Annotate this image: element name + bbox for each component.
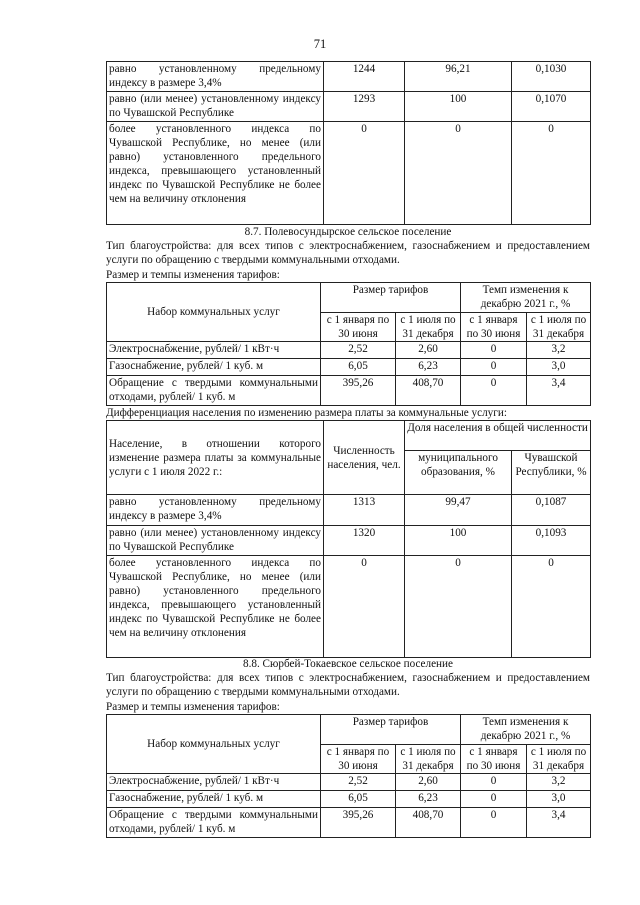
rate-jul: 3,4 xyxy=(527,376,591,406)
cell-share-chr: 0,1070 xyxy=(512,92,591,122)
row-label: более установленного индекса по Чувашской Республике, но менее (или равно) установленного предельного индекса, превышающего установленный индекс по Чувашской Республике не более чем на величину отклонения xyxy=(107,556,324,658)
header-size: Размер тарифов xyxy=(321,283,461,313)
row-label: равно (или менее) установленному индексу по Чувашской Республике xyxy=(107,92,324,122)
cell-share-mun: 0 xyxy=(405,556,512,658)
header-services: Набор коммунальных услуг xyxy=(107,715,321,774)
section-intro: Тип благоустройства: для всех типов с электроснабжением, газоснабжением и предоставлением услуги по обращению с твердыми коммунальными отходами. xyxy=(106,240,590,266)
page-number: 71 xyxy=(313,37,327,51)
row-label: равно установленному предельному индексу в размере 3,4% xyxy=(107,62,324,92)
table-row xyxy=(107,342,591,359)
size-jan: 6,05 xyxy=(321,359,396,376)
cell-count: 1313 xyxy=(324,495,405,526)
size-jul: 6,23 xyxy=(396,791,461,808)
rate-jul: 3,0 xyxy=(527,359,591,376)
table-row xyxy=(107,122,591,225)
header-rate: Темп изменения к декабрю 2021 г., % xyxy=(461,283,591,313)
table-row xyxy=(107,495,591,526)
cell-count: 0 xyxy=(324,556,405,658)
size-jan: 2,52 xyxy=(321,342,396,359)
cell-share-mun: 0 xyxy=(405,122,512,225)
rate-jan: 0 xyxy=(461,791,527,808)
table-row xyxy=(107,359,591,376)
size-jul: 2,60 xyxy=(396,342,461,359)
header-jul: с 1 июля по 31 декабря xyxy=(396,313,461,342)
header-jul: с 1 июля по 31 декабря xyxy=(527,745,591,774)
cell-share-chr: 0 xyxy=(512,556,591,658)
sizes-title: Размер и темпы изменения тарифов: xyxy=(106,701,280,713)
header-jan: с 1 января по 30 июня xyxy=(461,313,527,342)
header-chr: Чувашской Республики, % xyxy=(512,451,591,495)
rate-jul: 3,4 xyxy=(527,808,591,838)
population-table xyxy=(106,420,591,658)
size-jan: 395,26 xyxy=(321,808,396,838)
cell-share-mun: 100 xyxy=(405,526,512,556)
size-jul: 2,60 xyxy=(396,774,461,791)
header-size: Размер тарифов xyxy=(321,715,461,745)
header-mun: муниципального образования, % xyxy=(405,451,512,495)
cell-count: 1293 xyxy=(324,92,405,122)
header-population: Население, в отношении которого изменение размера платы за коммунальные услуги с 1 июля 2022 г.: xyxy=(107,421,324,495)
cell-share-mun: 96,21 xyxy=(405,62,512,92)
cell-share-chr: 0,1030 xyxy=(512,62,591,92)
table-row xyxy=(107,62,591,92)
service-name: Электроснабжение, рублей/ 1 кВт·ч xyxy=(107,774,321,791)
table-row xyxy=(107,556,591,658)
header-jan: с 1 января по 30 июня xyxy=(321,313,396,342)
header-jul: с 1 июля по 31 декабря xyxy=(396,745,461,774)
row-label: равно (или менее) установленному индексу по Чувашской Республике xyxy=(107,526,324,556)
cell-count: 1244 xyxy=(324,62,405,92)
rate-jul: 3,0 xyxy=(527,791,591,808)
rate-jul: 3,2 xyxy=(527,774,591,791)
service-name: Газоснабжение, рублей/ 1 куб. м xyxy=(107,791,321,808)
population-table-continued xyxy=(106,61,591,225)
rate-jan: 0 xyxy=(461,342,527,359)
header-jan: с 1 января по 30 июня xyxy=(461,745,527,774)
service-name: Электроснабжение, рублей/ 1 кВт·ч xyxy=(107,342,321,359)
header-jul: с 1 июля по 31 декабря xyxy=(527,313,591,342)
cell-share-chr: 0,1087 xyxy=(512,495,591,526)
size-jul: 408,70 xyxy=(396,808,461,838)
diff-title: Дифференциация населения по изменению размера платы за коммунальные услуги: xyxy=(106,407,507,419)
table-row xyxy=(107,808,591,838)
rate-jan: 0 xyxy=(461,359,527,376)
tariff-table xyxy=(106,714,591,838)
service-name: Обращение с твердыми коммунальными отходами, рублей/ 1 куб. м xyxy=(107,808,321,838)
table-row xyxy=(107,92,591,122)
header-services: Набор коммунальных услуг xyxy=(107,283,321,342)
rate-jan: 0 xyxy=(461,774,527,791)
service-name: Обращение с твердыми коммунальными отходами, рублей/ 1 куб. м xyxy=(107,376,321,406)
cell-count: 0 xyxy=(324,122,405,225)
size-jul: 408,70 xyxy=(396,376,461,406)
cell-share-mun: 99,47 xyxy=(405,495,512,526)
header-share: Доля населения в общей численности xyxy=(405,421,591,451)
header-count: Численность населения, чел. xyxy=(324,421,405,495)
table-row xyxy=(107,526,591,556)
rate-jul: 3,2 xyxy=(527,342,591,359)
table-row xyxy=(107,376,591,406)
size-jan: 6,05 xyxy=(321,791,396,808)
header-rate: Темп изменения к декабрю 2021 г., % xyxy=(461,715,591,745)
size-jul: 6,23 xyxy=(396,359,461,376)
row-label: равно установленному предельному индексу в размере 3,4% xyxy=(107,495,324,526)
header-jan: с 1 января по 30 июня xyxy=(321,745,396,774)
table-row xyxy=(107,774,591,791)
rate-jan: 0 xyxy=(461,808,527,838)
row-label: более установленного индекса по Чувашской Республике, но менее (или равно) установленного предельного индекса, превышающего установленный индекс по Чувашской Республике не более чем на величину отклонения xyxy=(107,122,324,225)
rate-jan: 0 xyxy=(461,376,527,406)
table-row xyxy=(107,791,591,808)
size-jan: 395,26 xyxy=(321,376,396,406)
cell-share-chr: 0 xyxy=(512,122,591,225)
cell-share-chr: 0,1093 xyxy=(512,526,591,556)
tariff-table xyxy=(106,282,591,406)
section-heading: 8.8. Сюрбей-Токаевское сельское поселение xyxy=(242,658,454,670)
service-name: Газоснабжение, рублей/ 1 куб. м xyxy=(107,359,321,376)
sizes-title: Размер и темпы изменения тарифов: xyxy=(106,269,280,281)
section-intro: Тип благоустройства: для всех типов с электроснабжением, газоснабжением и предоставлением услуги по обращению с твердыми коммунальными отходами. xyxy=(106,672,590,698)
cell-share-mun: 100 xyxy=(405,92,512,122)
size-jan: 2,52 xyxy=(321,774,396,791)
section-heading: 8.7. Полевосундырское сельское поселение xyxy=(244,226,452,238)
cell-count: 1320 xyxy=(324,526,405,556)
